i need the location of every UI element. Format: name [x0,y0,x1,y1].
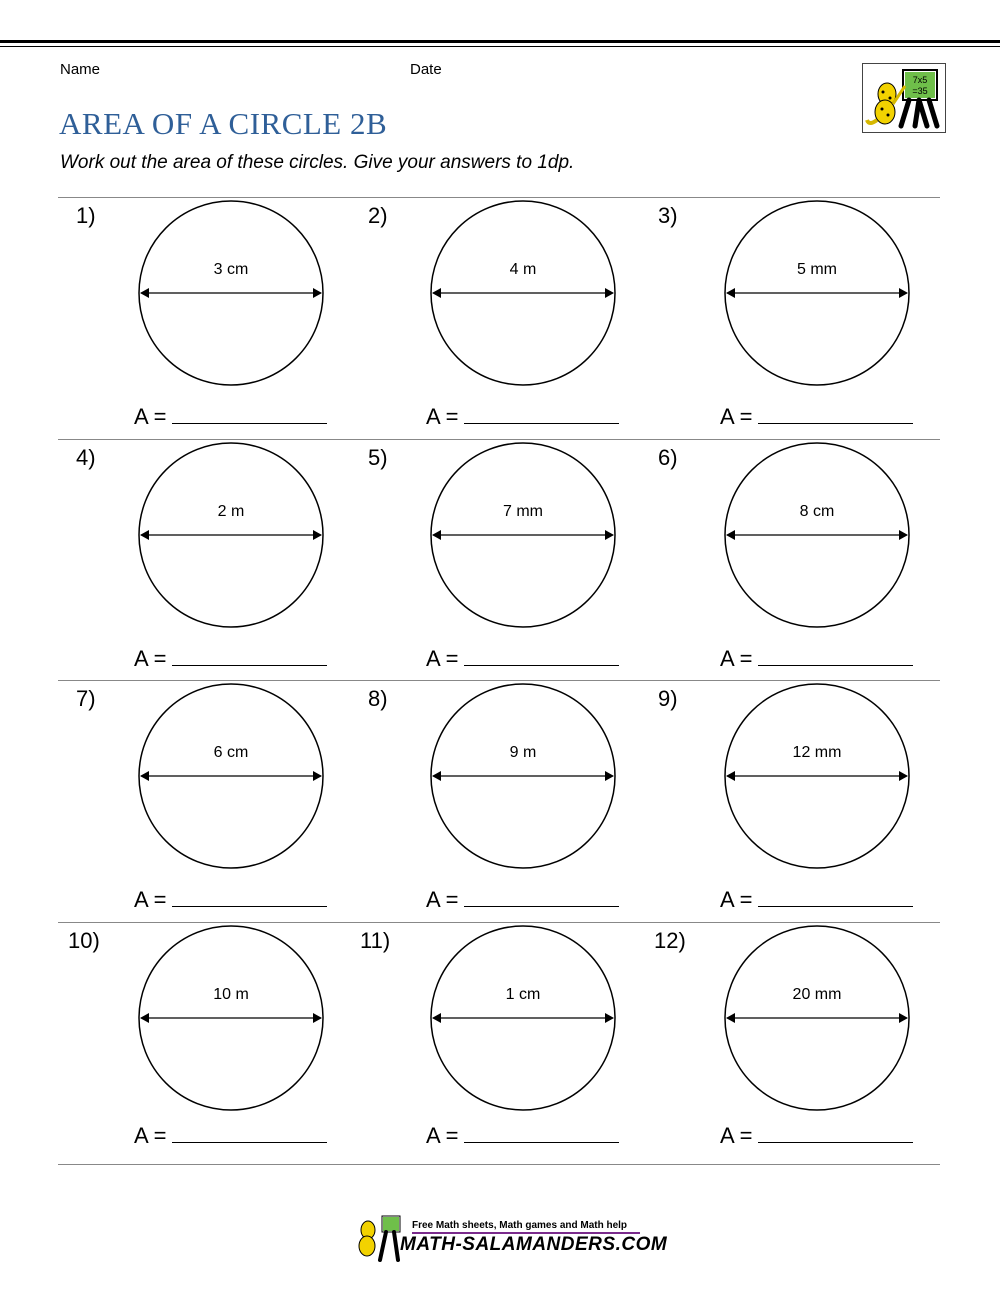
arrow-left-icon [140,771,149,781]
answer-row [426,403,619,430]
instructions: Work out the area of these circles. Give your answers to 1dp. [60,152,575,173]
diameter-label: 8 cm [799,503,835,520]
arrow-left-icon [432,1013,441,1023]
answer-blank[interactable] [758,403,913,424]
answer-row [720,645,913,672]
answer-blank[interactable] [172,886,327,907]
question-number: 3) [658,203,678,228]
diameter-label: 5 mm [797,261,837,278]
answer-row [134,645,327,672]
answer-label: A = [134,646,167,671]
answer-label: A = [720,404,753,429]
arrow-right-icon [605,288,614,298]
diameter-label: 3 cm [213,261,249,278]
arrow-right-icon [313,1013,322,1023]
answer-blank[interactable] [758,645,913,666]
arrow-right-icon [313,530,322,540]
answer-row [134,403,327,430]
date-label: Date [410,61,442,78]
question-number: 4) [76,445,96,470]
arrow-right-icon [605,771,614,781]
answer-blank[interactable] [464,403,619,424]
answer-label: A = [426,887,459,912]
answer-label: A = [134,887,167,912]
diameter-label: 7 mm [503,503,543,520]
question-number: 8) [368,686,388,711]
answer-row [720,1122,913,1149]
answer-blank[interactable] [758,886,913,907]
question-number: 5) [368,445,388,470]
row-separator [58,1164,940,1165]
arrow-right-icon [313,288,322,298]
circle-diagram [423,676,623,876]
arrow-right-icon [899,530,908,540]
arrow-left-icon [432,288,441,298]
page-title: AREA OF A CIRCLE 2B [59,106,388,141]
circle-diagram [423,918,623,1118]
circle-diagram [131,193,331,393]
question-number: 6) [658,445,678,470]
circle-diagram [423,193,623,393]
footer-logo [352,1212,668,1264]
footer-accent-line [412,1232,640,1234]
arrow-right-icon [313,771,322,781]
footer-tagline: Free Math sheets, Math games and Math help [412,1220,628,1231]
arrow-left-icon [140,288,149,298]
answer-row [720,886,913,913]
arrow-left-icon [140,530,149,540]
name-label: Name [60,61,101,78]
answer-blank[interactable] [464,645,619,666]
answer-label: A = [426,404,459,429]
answer-row [426,645,619,672]
circle-diagram [717,193,917,393]
diameter-label: 9 m [509,744,537,761]
circle-diagram [717,435,917,635]
answer-row [426,886,619,913]
answer-label: A = [720,646,753,671]
diameter-label: 12 mm [792,744,842,761]
answer-blank[interactable] [172,403,327,424]
answer-row [426,1122,619,1149]
diameter-label: 6 cm [213,744,249,761]
answer-label: A = [426,646,459,671]
logo-board-text: 7x5 [912,75,928,85]
circle-diagram [131,918,331,1118]
question-number: 7) [76,686,96,711]
question-number: 12) [654,928,686,953]
diameter-label: 2 m [217,503,245,520]
footer-salamander-icon [352,1212,404,1264]
svg-text:=35: =35 [912,86,928,96]
answer-label: A = [720,887,753,912]
arrow-left-icon [726,1013,735,1023]
answer-row [134,1122,327,1149]
answer-blank[interactable] [464,1122,619,1143]
answer-label: A = [720,1123,753,1148]
arrow-right-icon [605,1013,614,1023]
circle-diagram [717,676,917,876]
answer-row [134,886,327,913]
top-rule [0,40,1000,43]
diameter-label: 20 mm [792,986,842,1003]
circle-diagram [423,435,623,635]
diameter-label: 10 m [213,986,249,1003]
top-rule-thin [0,46,1000,47]
arrow-right-icon [899,1013,908,1023]
arrow-left-icon [432,771,441,781]
arrow-left-icon [726,530,735,540]
question-number: 10) [68,928,100,953]
question-number: 2) [368,203,388,228]
circle-diagram [131,676,331,876]
arrow-left-icon [432,530,441,540]
answer-blank[interactable] [464,886,619,907]
answer-row [720,403,913,430]
question-number: 1) [76,203,96,228]
circle-diagram [717,918,917,1118]
footer-brand: MATH-SALAMANDERS.COM [400,1234,668,1255]
arrow-right-icon [605,530,614,540]
answer-blank[interactable] [758,1122,913,1143]
arrow-left-icon [140,1013,149,1023]
answer-blank[interactable] [172,645,327,666]
answer-label: A = [134,404,167,429]
arrow-left-icon [726,288,735,298]
arrow-right-icon [899,771,908,781]
arrow-right-icon [899,288,908,298]
answer-label: A = [134,1123,167,1148]
circle-diagram [131,435,331,635]
question-number: 11) [360,928,391,953]
salamander-logo-icon [862,63,946,133]
diameter-label: 4 m [509,261,537,278]
answer-blank[interactable] [172,1122,327,1143]
answer-label: A = [426,1123,459,1148]
arrow-left-icon [726,771,735,781]
question-number: 9) [658,686,678,711]
diameter-label: 1 cm [505,986,541,1003]
